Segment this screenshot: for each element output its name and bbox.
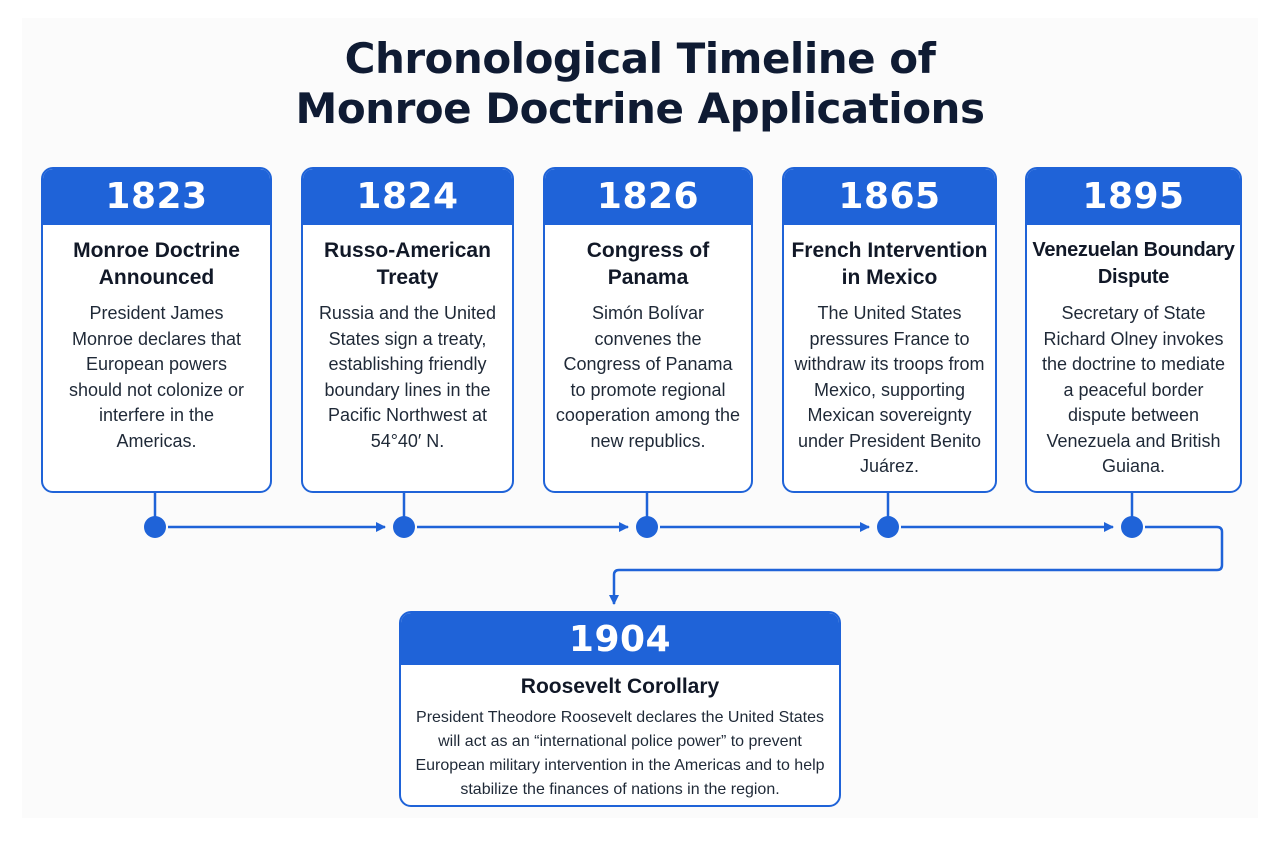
- event-year: 1895: [1027, 169, 1240, 225]
- event-card-1904: [399, 611, 841, 807]
- event-title: Russo-American Treaty: [324, 239, 491, 289]
- event-title: Venezuelan Boundary Dispute: [1032, 239, 1235, 288]
- timeline-dot-1824: [393, 516, 415, 538]
- event-card-1826: [543, 167, 753, 493]
- timeline-arrow-1895-1904: [614, 527, 1222, 604]
- event-year: 1826: [545, 169, 751, 225]
- event-title: Congress of Panama: [586, 239, 710, 289]
- page-title-line-2: Monroe Doctrine Applications: [295, 84, 985, 133]
- event-year: 1823: [43, 169, 270, 225]
- event-year: 1865: [784, 169, 995, 225]
- timeline-dot-1823: [144, 516, 166, 538]
- timeline-dot-1826: [636, 516, 658, 538]
- event-description: President James Monroe declares that European powers should not colonize or interfere in the Americas.: [68, 303, 245, 451]
- event-description: Russia and the United States sign a treaty, establishing friendly boundary lines in the Pacific Northwest at 54°40′ N.: [318, 303, 497, 451]
- event-description: The United States pressures France to withdraw its troops from Mexico, supporting Mexican sovereignty under President Benito Juárez.: [794, 303, 985, 476]
- event-description: President Theodore Roosevelt declares the United States will act as an “international police power” to prevent European military intervention in the Americas and to help stabilize the finances of nations in the region.: [415, 709, 825, 798]
- event-year: 1824: [303, 169, 512, 225]
- timeline-dot-1865: [877, 516, 899, 538]
- event-description: Secretary of State Richard Olney invokes the doctrine to mediate a peaceful border dispute between Venezuela and British Guiana.: [1041, 303, 1226, 476]
- event-title: Roosevelt Corollary: [520, 675, 720, 698]
- event-card-1824: [301, 167, 514, 493]
- event-description: Simón Bolívar convenes the Congress of Panama to promote regional cooperation among the new republics.: [555, 303, 741, 451]
- event-title: Monroe Doctrine Announced: [73, 239, 240, 289]
- event-card-1895: [1025, 167, 1242, 493]
- event-year: 1904: [401, 613, 839, 665]
- timeline-dot-1895: [1121, 516, 1143, 538]
- event-title: French Intervention in Mexico: [791, 239, 988, 289]
- event-card-1865: [782, 167, 997, 493]
- page-title-line-1: Chronological Timeline of: [344, 34, 936, 83]
- event-card-1823: [41, 167, 272, 493]
